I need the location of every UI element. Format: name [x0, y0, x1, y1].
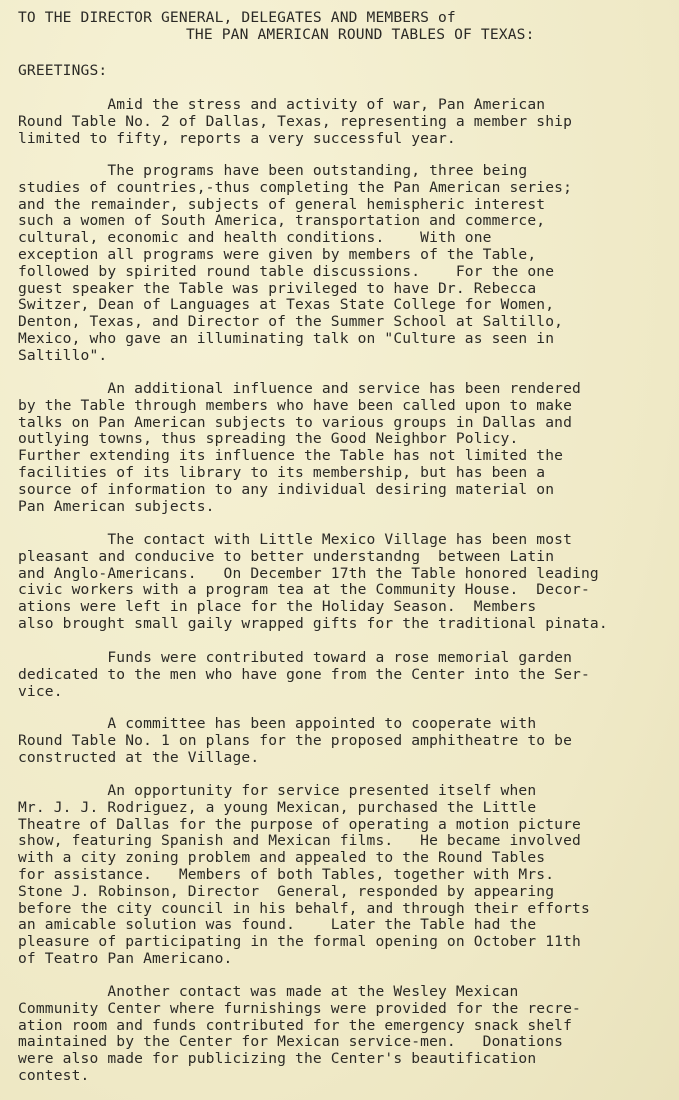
text-line: Round Table No. 1 on plans for the proposed amphitheatre to be [18, 731, 573, 749]
text-line: Further extending its influence the Table has not limited the [18, 447, 564, 465]
text-line: An opportunity for service presented itself when [18, 782, 537, 799]
text-line: of Teatro Pan Americano. [18, 949, 233, 967]
paragraph-programs [18, 163, 673, 365]
address-line-1: TO THE DIRECTOR GENERAL, DELEGATES AND MEMBERS of [18, 9, 456, 26]
text-line: Funds were contributed toward a rose memorial garden [18, 649, 573, 666]
text-line: Theatre of Dallas for the purpose of operating a motion picture [18, 815, 581, 833]
text-line: and the remainder, subjects of general hemispheric interest [18, 195, 546, 213]
text-line: and Anglo-Americans. On December 17th the Table honored leading [18, 564, 599, 582]
text-line: Community Center where furnishings were provided for the recre- [18, 999, 581, 1017]
text-line: constructed at the Village. [18, 748, 260, 766]
text-line: such a women of South America, transportation and commerce, [18, 212, 546, 230]
paragraph-wesley-center [18, 984, 673, 1085]
paragraph-opportunity [18, 783, 673, 968]
text-line: maintained by the Center for Mexican service-men. Donations [18, 1033, 564, 1051]
text-line: followed by spirited round table discussions. For the one [18, 262, 555, 280]
text-line: before the city council in his behalf, and through their efforts [18, 899, 590, 917]
text-line: Another contact was made at the Wesley Mexican [18, 983, 519, 1000]
text-line: The contact with Little Mexico Village has been most [18, 531, 573, 548]
paragraph-intro [18, 97, 673, 147]
paragraph-influence [18, 381, 673, 515]
text-line: were also made for publicizing the Center's beautification [18, 1050, 537, 1068]
text-line: Switzer, Dean of Languages at Texas State College for Women, [18, 296, 555, 314]
text-line: cultural, economic and health conditions. With one [18, 229, 492, 247]
text-line: studies of countries,-thus completing the Pan American series; [18, 178, 573, 196]
text-line: Denton, Texas, and Director of the Summer School at Saltillo, [18, 313, 564, 331]
text-line: pleasure of participating in the formal opening on October 11th [18, 933, 581, 951]
text-line: ations were left in place for the Holiday Season. Members [18, 598, 537, 616]
text-line: Round Table No. 2 of Dallas, Texas, representing a member ship [18, 112, 573, 130]
text-line: vice. [18, 682, 63, 700]
text-line: dedicated to the men who have gone from the Center into the Ser- [18, 665, 590, 683]
text-line: guest speaker the Table was privileged to have Dr. Rebecca [18, 279, 537, 297]
text-line: pleasant and conducive to better understandng between Latin [18, 547, 555, 565]
text-line: outlying towns, thus spreading the Good Neighbor Policy. [18, 430, 519, 448]
text-line: an amicable solution was found. Later the Table had the [18, 916, 537, 934]
text-line: by the Table through members who have been called upon to make [18, 396, 573, 414]
text-line: exception all programs were given by members of the Table, [18, 245, 537, 263]
paragraph-committee [18, 716, 673, 766]
text-line: contest. [18, 1066, 90, 1084]
text-line: facilities of its library to its membership, but has been a [18, 463, 546, 481]
text-line: Saltillo". [18, 346, 108, 364]
text-line: show, featuring Spanish and Mexican films. He became involved [18, 832, 581, 850]
text-line: limited to fifty, reports a very successful year. [18, 129, 456, 147]
greeting: GREETINGS: [18, 62, 108, 79]
paragraph-little-mexico [18, 532, 673, 633]
text-line: talks on Pan American subjects to various groups in Dallas and [18, 413, 573, 431]
text-line: Stone J. Robinson, Director General, responded by appearing [18, 882, 555, 900]
address-line-2: THE PAN AMERICAN ROUND TABLES OF TEXAS: [186, 26, 535, 43]
text-line: also brought small gaily wrapped gifts for the traditional pinata. [18, 614, 608, 632]
paragraph-funds [18, 650, 673, 700]
text-line: Mr. J. J. Rodriguez, a young Mexican, purchased the Little [18, 798, 537, 816]
text-line: The programs have been outstanding, three being [18, 162, 528, 179]
text-line: civic workers with a program tea at the Community House. Decor- [18, 581, 590, 599]
text-line: source of information to any individual desiring material on [18, 480, 555, 498]
text-line: Mexico, who gave an illuminating talk on "Culture as seen in [18, 329, 555, 347]
text-line: for assistance. Members of both Tables, together with Mrs. [18, 865, 555, 883]
text-line: An additional influence and service has been rendered [18, 380, 581, 397]
text-line: Amid the stress and activity of war, Pan American [18, 96, 546, 113]
text-line: A committee has been appointed to cooperate with [18, 715, 537, 732]
text-line: ation room and funds contributed for the emergency snack shelf [18, 1016, 573, 1034]
text-line: Pan American subjects. [18, 497, 215, 515]
text-line: with a city zoning problem and appealed to the Round Tables [18, 849, 546, 867]
